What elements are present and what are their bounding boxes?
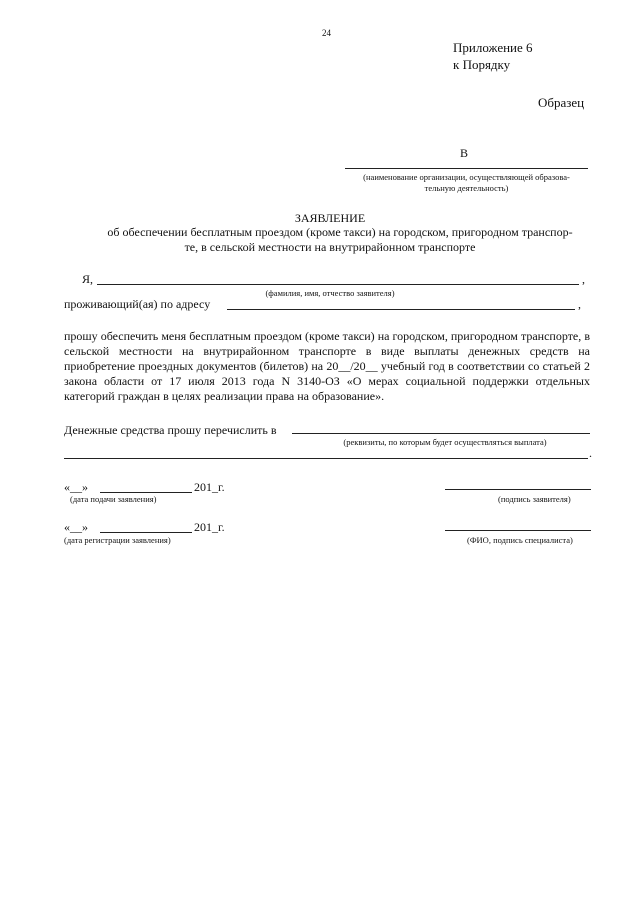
sample-label: Образец <box>538 95 585 110</box>
applicant-signature-hint: (подпись заявителя) <box>498 494 571 504</box>
registration-date-month-line[interactable] <box>100 532 192 533</box>
recipient-prefix: В <box>460 146 469 160</box>
address-input-line[interactable] <box>227 309 575 310</box>
appendix-line-2: к Порядку <box>453 57 511 72</box>
submission-date-year: 201_г. <box>194 480 225 494</box>
recipient-hint-1: (наименование организации, осуществляющей образова- <box>363 172 570 182</box>
submission-date-hint: (дата подачи заявления) <box>70 494 157 504</box>
recipient-hint-2: тельную деятельность) <box>424 183 509 193</box>
specialist-signature-hint: (ФИО, подпись специалиста) <box>467 535 573 545</box>
recipient-line[interactable] <box>345 168 588 169</box>
submission-date-month-line[interactable] <box>100 492 192 493</box>
document-subtitle-2: те, в сельской местности на внутрирайонном транспорте <box>184 240 476 254</box>
payment-hint: (реквизиты, по которым будет осуществляться выплата) <box>343 437 547 447</box>
name-hint: (фамилия, имя, отчество заявителя) <box>265 288 395 298</box>
payment-label: Денежные средства прошу перечислить в <box>64 423 277 437</box>
name-input-line[interactable] <box>97 284 579 285</box>
address-label: проживающий(ая) по адресу <box>64 297 211 311</box>
applicant-signature-line[interactable] <box>445 489 591 490</box>
address-comma: , <box>578 297 581 311</box>
name-comma: , <box>582 272 585 286</box>
registration-date-day: «__» <box>64 520 88 534</box>
payment-details-line[interactable] <box>292 433 590 434</box>
registration-date-hint: (дата регистрации заявления) <box>64 535 171 545</box>
payment-details-line-2[interactable] <box>64 458 588 459</box>
appendix-line-1: Приложение 6 <box>453 40 533 55</box>
submission-date-day: «__» <box>64 480 88 494</box>
request-body-text: прошу обеспечить меня бесплатным проездом (кроме такси) на городском, пригородном транспорте, в сельской местности на внутрирайонном транспорте в виде выплаты денежных средств на приобретение проездных документов (билетов) на 20__/20__ учебный год в соответствии со статьей 2 закона области от 17 июля 2013 года N 3140-ОЗ «О мерах социальной поддержки отдельных категорий граждан в целях реализации права на образование». <box>64 329 590 403</box>
name-label: Я, <box>82 272 94 286</box>
specialist-signature-line[interactable] <box>445 530 591 531</box>
document-subtitle-1: об обеспечении бесплатным проездом (кроме такси) на городском, пригородном транспор- <box>107 225 573 239</box>
payment-period: . <box>589 446 592 460</box>
document-title: ЗАЯВЛЕНИЕ <box>294 211 366 225</box>
page-number: 24 <box>322 28 331 38</box>
registration-date-year: 201_г. <box>194 520 225 534</box>
